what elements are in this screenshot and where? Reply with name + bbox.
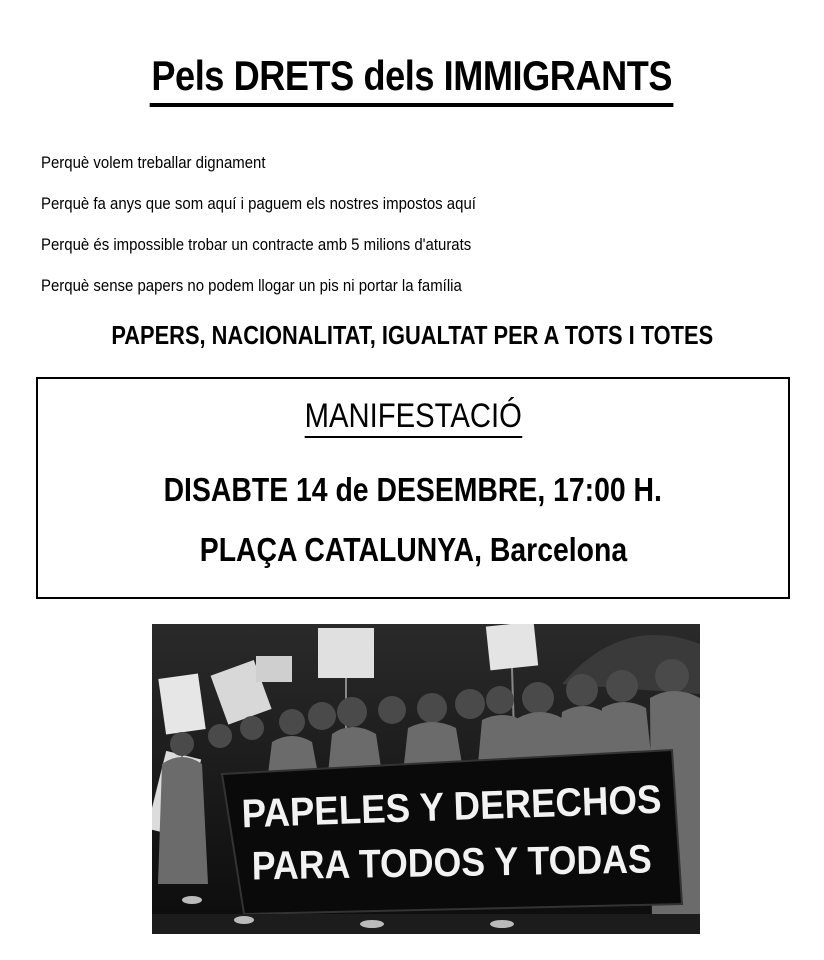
slogan-text: PAPERS, NACIONALITAT, IGUALTAT PER A TOTS I TOTES (111, 320, 713, 350)
event-place (38, 525, 788, 575)
protest-photo-graphic (152, 624, 700, 934)
event-place-text: PLAÇA CATALUNYA, Barcelona (199, 531, 627, 568)
event-label (38, 393, 788, 439)
event-box (36, 377, 790, 599)
event-date-text: DISABTE 14 de DESEMBRE, 17:00 H. (163, 471, 663, 508)
page-title-text: Pels DRETS dels IMMIGRANTS (150, 49, 674, 107)
banner-line-1: PAPELES Y DERECHOS (240, 776, 700, 837)
event-date (38, 465, 788, 515)
reason-item: Perquè sense papers no podem llogar un pis ni portar la família (41, 276, 462, 295)
reasons-list (41, 142, 535, 306)
reason-item: Perquè és impossible trobar un contracte amb 5 milions d'aturats (41, 235, 472, 254)
protest-photo (152, 624, 700, 934)
slogan (0, 313, 824, 357)
reason-item: Perquè fa anys que som aquí i paguem els nostres impostos aquí (41, 194, 476, 213)
banner-line-2: PARA TODOS Y TODAS (251, 836, 700, 889)
reason-item: Perquè volem treballar dignament (41, 153, 266, 172)
page-title (0, 46, 824, 107)
event-label-text: MANIFESTACIÓ (304, 396, 521, 438)
